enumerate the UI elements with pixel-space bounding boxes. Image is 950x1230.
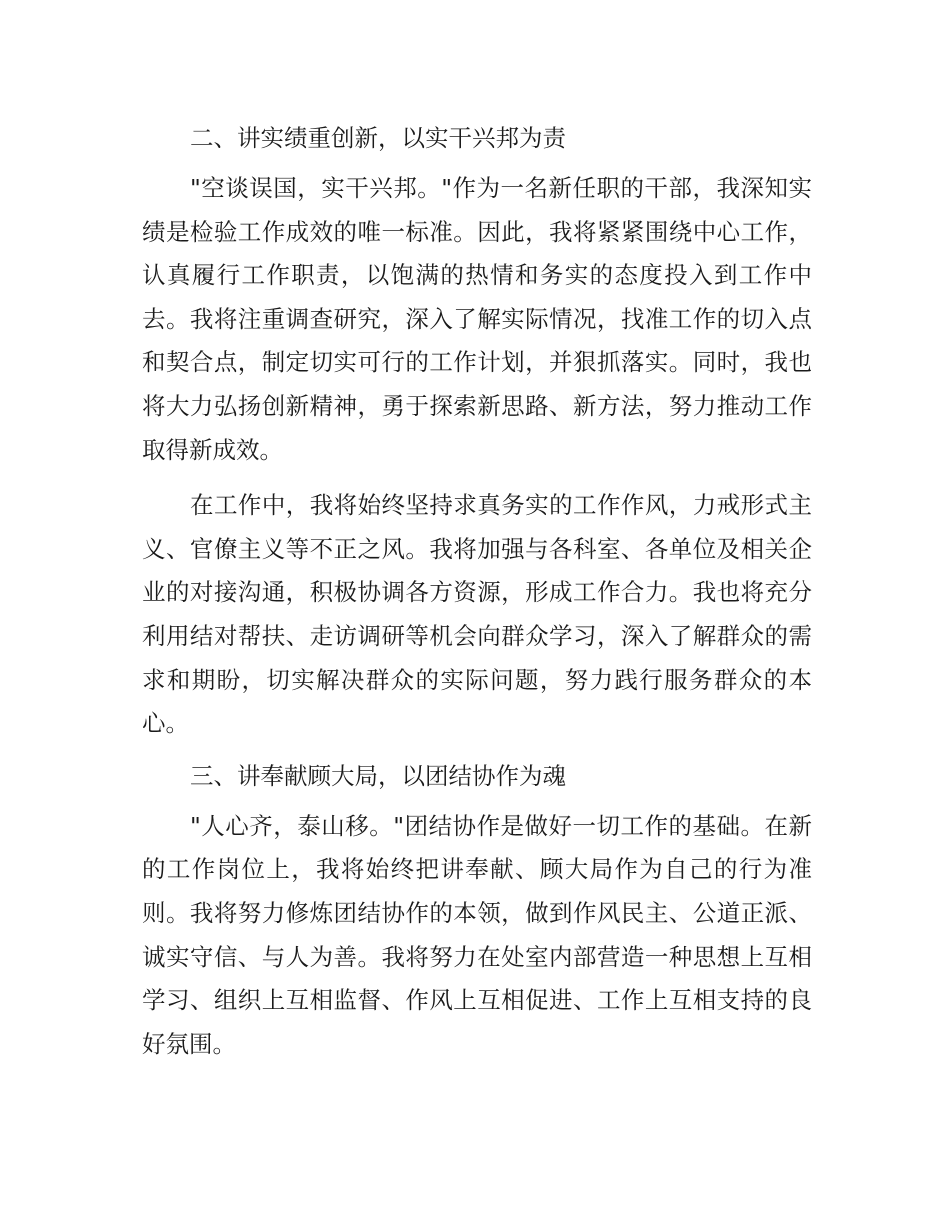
section-two-paragraph-1: "空谈误国，实干兴邦。"作为一名新任职的干部，我深知实绩是检验工作成效的唯一标准。因此，我将紧紧围绕中心工作，认真履行工作职责，以饱满的热情和务实的态度投入到工作中去。我将注重调查研究，深入了解实际情况，找准工作的切入点和契合点，制定切实可行的工作计划，并狠抓落实。同时，我也将大力弘扬创新精神，勇于探索新思路、新方法，努力推动工作取得新成效。 (142, 174, 812, 464)
section-three-heading: 三、讲奉献顾大局，以团结协作为魂 (190, 761, 566, 790)
section-two-heading: 二、讲实绩重创新，以实干兴邦为责 (190, 124, 566, 152)
section-three-paragraph-1: "人心齐，泰山移。"团结协作是做好一切工作的基础。在新的工作岗位上，我将始终把讲奉献、顾大局作为自己的行为准则。我将努力修炼团结协作的本领，做到作风民主、公道正派、诚实守信、与人为善。我将努力在处室内部营造一种思想上互相学习、组织上互相监督、作风上互相促进、工作上互相支持的良好氛围。 (142, 811, 812, 1058)
section-two-paragraph-2: 在工作中，我将始终坚持求真务实的工作作风，力戒形式主义、官僚主义等不正之风。我将加强与各科室、各单位及相关企业的对接沟通，积极协调各方资源，形成工作合力。我也将充分利用结对帮扶、走访调研等机会向群众学习，深入了解群众的需求和期盼，切实解决群众的实际问题，努力践行服务群众的本心。 (142, 491, 812, 738)
document-page (142, 118, 812, 1066)
